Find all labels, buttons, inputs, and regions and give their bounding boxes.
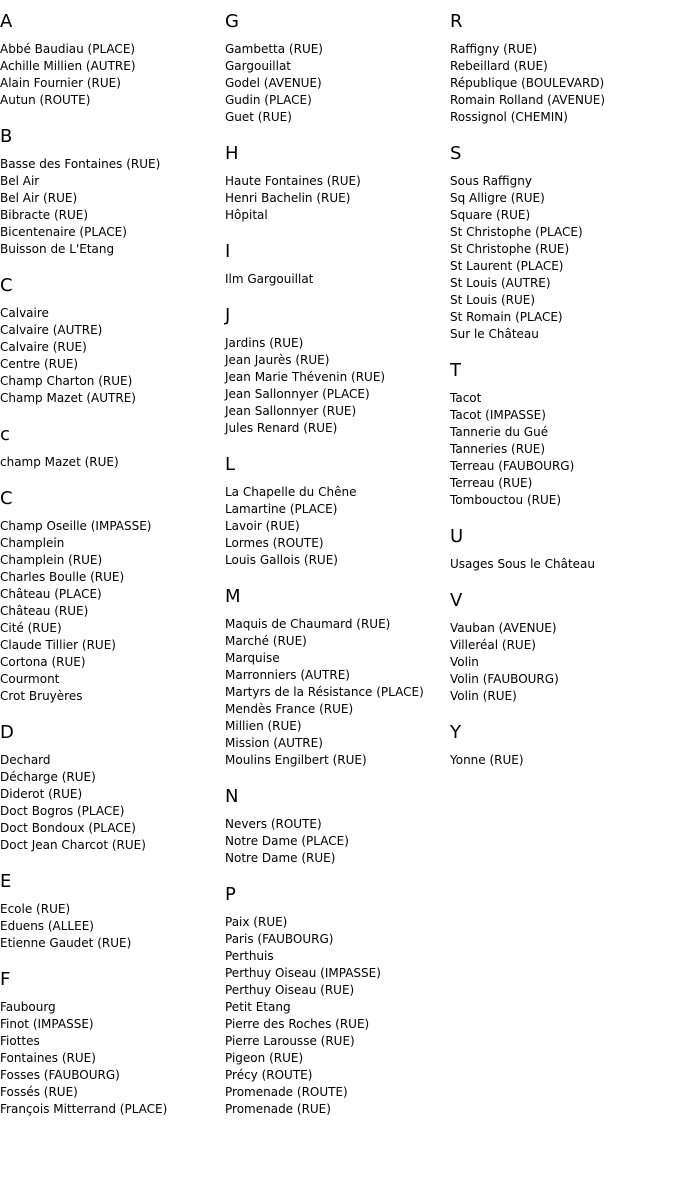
letter-section bbox=[450, 722, 675, 769]
street-item: Hôpital bbox=[225, 208, 268, 222]
street-item: Square (RUE) bbox=[450, 208, 531, 222]
section-letter-heading: C bbox=[0, 488, 13, 509]
letter-section bbox=[225, 586, 450, 769]
letter-section bbox=[0, 871, 225, 952]
street-item: Jardins (RUE) bbox=[225, 336, 304, 350]
street-item: Précy (ROUTE) bbox=[225, 1068, 313, 1082]
street-item: Jean Sallonnyer (RUE) bbox=[225, 404, 357, 418]
street-item: Terreau (FAUBOURG) bbox=[450, 459, 575, 473]
street-item: Yonne (RUE) bbox=[450, 753, 524, 767]
street-item: champ Mazet (RUE) bbox=[0, 455, 119, 469]
letter-section bbox=[0, 126, 225, 258]
street-list bbox=[0, 752, 225, 854]
street-item: Villeréal (RUE) bbox=[450, 638, 536, 652]
street-list bbox=[0, 41, 225, 109]
street-list bbox=[0, 305, 225, 407]
street-item: Bicentenaire (PLACE) bbox=[0, 225, 127, 239]
street-item: Tacot (IMPASSE) bbox=[450, 408, 546, 422]
letter-section bbox=[0, 969, 225, 1118]
street-item: Lamartine (PLACE) bbox=[225, 502, 338, 516]
street-item: Moulins Engilbert (RUE) bbox=[225, 753, 367, 767]
street-item: Achille Millien (AUTRE) bbox=[0, 59, 136, 73]
letter-section bbox=[0, 275, 225, 407]
street-item: Calvaire (AUTRE) bbox=[0, 323, 103, 337]
street-item: Mission (AUTRE) bbox=[225, 736, 323, 750]
street-list bbox=[0, 901, 225, 952]
street-item: Perthuy Oiseau (RUE) bbox=[225, 983, 355, 997]
street-item: Sous Raffigny bbox=[450, 174, 532, 188]
street-item: Maquis de Chaumard (RUE) bbox=[225, 617, 391, 631]
street-item: Volin (RUE) bbox=[450, 689, 517, 703]
street-item: St Christophe (PLACE) bbox=[450, 225, 583, 239]
letter-section bbox=[225, 143, 450, 224]
street-item: Godel (AVENUE) bbox=[225, 76, 322, 90]
letter-section bbox=[450, 143, 675, 343]
street-list bbox=[450, 620, 675, 705]
street-list bbox=[225, 914, 450, 1118]
street-item: La Chapelle du Chêne bbox=[225, 485, 357, 499]
section-letter-heading: F bbox=[0, 969, 11, 990]
street-item: Jules Renard (RUE) bbox=[225, 421, 338, 435]
street-item: Lormes (ROUTE) bbox=[225, 536, 324, 550]
street-item: St Louis (RUE) bbox=[450, 293, 536, 307]
street-item: Martyrs de la Résistance (PLACE) bbox=[225, 685, 424, 699]
street-item: Courmont bbox=[0, 672, 60, 686]
section-letter-heading: N bbox=[225, 786, 239, 807]
section-letter-heading: H bbox=[225, 143, 239, 164]
street-item: Rossignol (CHEMIN) bbox=[450, 110, 568, 124]
street-item: Pierre des Roches (RUE) bbox=[225, 1017, 370, 1031]
street-item: Champlein (RUE) bbox=[0, 553, 103, 567]
street-item: Perthuis bbox=[225, 949, 274, 963]
section-letter-heading: J bbox=[225, 305, 231, 326]
section-letter-heading: A bbox=[0, 11, 13, 32]
letter-section bbox=[225, 241, 450, 288]
street-item: Crot Bruyères bbox=[0, 689, 83, 703]
street-item: Romain Rolland (AVENUE) bbox=[450, 93, 606, 107]
street-item: Sur le Château bbox=[450, 327, 539, 341]
street-item: Décharge (RUE) bbox=[0, 770, 96, 784]
street-item: Basse des Fontaines (RUE) bbox=[0, 157, 161, 171]
street-item: Fossés (RUE) bbox=[0, 1085, 78, 1099]
section-letter-heading: C bbox=[0, 275, 13, 296]
street-list bbox=[0, 156, 225, 258]
street-item: Jean Jaurès (RUE) bbox=[225, 353, 330, 367]
street-list bbox=[225, 173, 450, 224]
street-item: Lavoir (RUE) bbox=[225, 519, 300, 533]
street-list bbox=[450, 752, 675, 769]
section-letter-heading: Y bbox=[450, 722, 461, 743]
section-letter-heading: T bbox=[450, 360, 461, 381]
letter-section bbox=[450, 11, 675, 126]
street-item: Jean Marie Thévenin (RUE) bbox=[225, 370, 386, 384]
letter-section bbox=[450, 590, 675, 705]
street-item: Nevers (ROUTE) bbox=[225, 817, 322, 831]
street-item: Champ Mazet (AUTRE) bbox=[0, 391, 136, 405]
street-list bbox=[450, 556, 675, 573]
street-item: Etienne Gaudet (RUE) bbox=[0, 936, 132, 950]
street-item: République (BOULEVARD) bbox=[450, 76, 605, 90]
street-item: Ilm Gargouillat bbox=[225, 272, 314, 286]
letter-section bbox=[450, 526, 675, 573]
street-item: Ecole (RUE) bbox=[0, 902, 71, 916]
street-item: Guet (RUE) bbox=[225, 110, 292, 124]
street-item: St Romain (PLACE) bbox=[450, 310, 563, 324]
street-list bbox=[0, 518, 225, 705]
street-item: Alain Fournier (RUE) bbox=[0, 76, 121, 90]
street-item: Volin bbox=[450, 655, 479, 669]
index-column-2 bbox=[225, 0, 450, 1135]
street-item: Volin (FAUBOURG) bbox=[450, 672, 559, 686]
letter-section bbox=[0, 424, 225, 471]
street-item: St Louis (AUTRE) bbox=[450, 276, 551, 290]
street-item: Marquise bbox=[225, 651, 280, 665]
section-letter-heading: c bbox=[0, 424, 10, 445]
street-item: St Christophe (RUE) bbox=[450, 242, 570, 256]
street-item: Champ Charton (RUE) bbox=[0, 374, 133, 388]
street-list bbox=[225, 616, 450, 769]
letter-section bbox=[225, 884, 450, 1118]
letter-section bbox=[0, 488, 225, 705]
street-item: François Mitterrand (PLACE) bbox=[0, 1102, 168, 1116]
section-letter-heading: M bbox=[225, 586, 241, 607]
street-item: Henri Bachelin (RUE) bbox=[225, 191, 351, 205]
street-item: Fontaines (RUE) bbox=[0, 1051, 96, 1065]
street-item: Pigeon (RUE) bbox=[225, 1051, 304, 1065]
street-item: Eduens (ALLEE) bbox=[0, 919, 94, 933]
section-letter-heading: I bbox=[225, 241, 231, 262]
street-item: Tanneries (RUE) bbox=[450, 442, 546, 456]
street-item: Doct Jean Charcot (RUE) bbox=[0, 838, 146, 852]
section-letter-heading: E bbox=[0, 871, 12, 892]
street-item: Haute Fontaines (RUE) bbox=[225, 174, 361, 188]
street-item: Cité (RUE) bbox=[0, 621, 62, 635]
street-item: Promenade (ROUTE) bbox=[225, 1085, 348, 1099]
street-item: Mendès France (RUE) bbox=[225, 702, 354, 716]
letter-section bbox=[225, 454, 450, 569]
street-item: Tacot bbox=[450, 391, 482, 405]
section-letter-heading: D bbox=[0, 722, 14, 743]
street-item: Marronniers (AUTRE) bbox=[225, 668, 350, 682]
street-item: Doct Bogros (PLACE) bbox=[0, 804, 125, 818]
section-letter-heading: G bbox=[225, 11, 239, 32]
section-letter-heading: L bbox=[225, 454, 236, 475]
section-letter-heading: P bbox=[225, 884, 236, 905]
index-column-3 bbox=[450, 0, 675, 786]
section-letter-heading: R bbox=[450, 11, 463, 32]
street-item: Champ Oseille (IMPASSE) bbox=[0, 519, 152, 533]
street-item: Cortona (RUE) bbox=[0, 655, 86, 669]
street-item: Gargouillat bbox=[225, 59, 291, 73]
letter-section bbox=[450, 360, 675, 509]
street-item: St Laurent (PLACE) bbox=[450, 259, 564, 273]
street-item: Faubourg bbox=[0, 1000, 56, 1014]
street-item: Tannerie du Gué bbox=[450, 425, 549, 439]
street-item: Finot (IMPASSE) bbox=[0, 1017, 94, 1031]
street-list bbox=[225, 816, 450, 867]
street-item: Notre Dame (RUE) bbox=[225, 851, 336, 865]
street-item: Abbé Baudiau (PLACE) bbox=[0, 42, 136, 56]
street-item: Dechard bbox=[0, 753, 51, 767]
street-list bbox=[225, 41, 450, 126]
street-item: Diderot (RUE) bbox=[0, 787, 83, 801]
street-item: Calvaire bbox=[0, 306, 49, 320]
street-item: Millien (RUE) bbox=[225, 719, 302, 733]
street-item: Jean Sallonnyer (PLACE) bbox=[225, 387, 370, 401]
street-item: Vauban (AVENUE) bbox=[450, 621, 557, 635]
street-list bbox=[225, 271, 450, 288]
street-item: Fiottes bbox=[0, 1034, 40, 1048]
section-letter-heading: S bbox=[450, 143, 462, 164]
street-item: Charles Boulle (RUE) bbox=[0, 570, 125, 584]
street-item: Bibracte (RUE) bbox=[0, 208, 89, 222]
street-item: Buisson de L'Etang bbox=[0, 242, 115, 256]
street-item: Louis Gallois (RUE) bbox=[225, 553, 338, 567]
street-list bbox=[450, 173, 675, 343]
street-item: Claude Tillier (RUE) bbox=[0, 638, 116, 652]
street-item: Bel Air bbox=[0, 174, 40, 188]
street-item: Notre Dame (PLACE) bbox=[225, 834, 349, 848]
street-item: Tombouctou (RUE) bbox=[450, 493, 562, 507]
street-list bbox=[450, 390, 675, 509]
street-item: Promenade (RUE) bbox=[225, 1102, 331, 1116]
section-letter-heading: B bbox=[0, 126, 13, 147]
letter-section bbox=[225, 786, 450, 867]
street-item: Pierre Larousse (RUE) bbox=[225, 1034, 355, 1048]
street-item: Château (RUE) bbox=[0, 604, 89, 618]
street-item: Calvaire (RUE) bbox=[0, 340, 87, 354]
street-item: Sq Alligre (RUE) bbox=[450, 191, 545, 205]
street-item: Autun (ROUTE) bbox=[0, 93, 91, 107]
street-item: Champlein bbox=[0, 536, 65, 550]
street-item: Terreau (RUE) bbox=[450, 476, 533, 490]
section-letter-heading: U bbox=[450, 526, 464, 547]
street-item: Bel Air (RUE) bbox=[0, 191, 78, 205]
street-item: Gambetta (RUE) bbox=[225, 42, 323, 56]
index-column-1 bbox=[0, 0, 225, 1135]
street-item: Perthuy Oiseau (IMPASSE) bbox=[225, 966, 381, 980]
street-item: Doct Bondoux (PLACE) bbox=[0, 821, 136, 835]
street-item: Rebeillard (RUE) bbox=[450, 59, 548, 73]
section-letter-heading: V bbox=[450, 590, 463, 611]
street-list bbox=[450, 41, 675, 126]
street-item: Petit Etang bbox=[225, 1000, 291, 1014]
letter-section bbox=[225, 305, 450, 437]
street-item: Château (PLACE) bbox=[0, 587, 102, 601]
letter-section bbox=[225, 11, 450, 126]
street-item: Centre (RUE) bbox=[0, 357, 79, 371]
street-item: Paris (FAUBOURG) bbox=[225, 932, 334, 946]
street-item: Paix (RUE) bbox=[225, 915, 288, 929]
street-item: Raffigny (RUE) bbox=[450, 42, 538, 56]
street-list bbox=[225, 484, 450, 569]
street-item: Marché (RUE) bbox=[225, 634, 307, 648]
street-item: Gudin (PLACE) bbox=[225, 93, 312, 107]
letter-section bbox=[0, 722, 225, 854]
letter-section bbox=[0, 11, 225, 109]
street-list bbox=[225, 335, 450, 437]
street-list bbox=[0, 454, 225, 471]
street-item: Usages Sous le Château bbox=[450, 557, 596, 571]
street-list bbox=[0, 999, 225, 1118]
street-item: Fosses (FAUBOURG) bbox=[0, 1068, 120, 1082]
